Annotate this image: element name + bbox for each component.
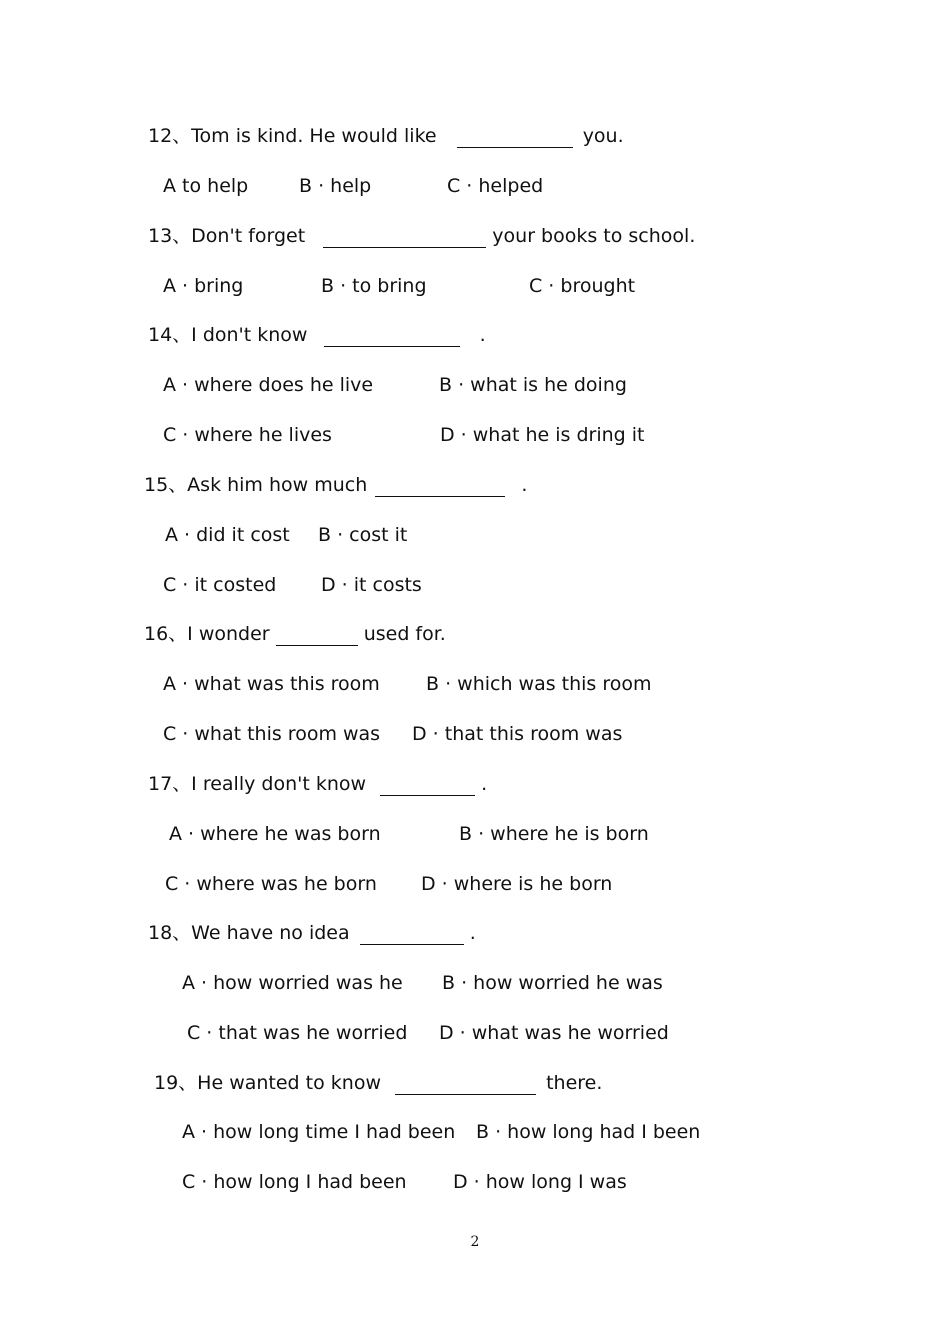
option-b[interactable]: B · help: [299, 175, 372, 197]
option-c[interactable]: C · where was he born: [165, 873, 377, 895]
answer-blank[interactable]: [380, 775, 475, 796]
option-a[interactable]: A to help: [163, 175, 249, 197]
question-18-stem: [148, 921, 476, 945]
question-stem-text: 14、I don't know: [148, 324, 308, 346]
answer-blank[interactable]: [360, 924, 464, 945]
question-stem-text: .: [479, 324, 486, 346]
option-c[interactable]: C · where he lives: [163, 424, 332, 446]
question-14-stem: [148, 323, 486, 347]
option-b[interactable]: B · what is he doing: [439, 374, 627, 396]
question-13-stem: [148, 224, 695, 248]
option-d[interactable]: D · how long I was: [453, 1171, 627, 1193]
answer-blank[interactable]: [324, 326, 460, 347]
question-stem-text: 18、We have no idea: [148, 922, 350, 944]
answer-blank[interactable]: [395, 1074, 536, 1095]
answer-blank[interactable]: [276, 625, 358, 646]
option-c[interactable]: C · it costed: [163, 574, 277, 596]
question-stem-text: 19、He wanted to know: [154, 1072, 381, 1094]
question-stem-text: .: [481, 773, 488, 795]
option-b[interactable]: B · how long had I been: [476, 1121, 701, 1143]
question-stem-text: .: [521, 474, 528, 496]
option-d[interactable]: D · where is he born: [421, 873, 613, 895]
option-a[interactable]: A · bring: [163, 275, 244, 297]
option-a[interactable]: A · where does he live: [163, 374, 374, 396]
option-c[interactable]: C · helped: [447, 175, 544, 197]
option-d[interactable]: D · what was he worried: [439, 1022, 669, 1044]
question-19-stem: [154, 1071, 602, 1095]
question-stem-text: 15、Ask him how much: [144, 474, 368, 496]
option-c[interactable]: C · what this room was: [163, 723, 381, 745]
question-stem-text: there.: [546, 1072, 603, 1094]
question-stem-text: 17、I really don't know: [148, 773, 367, 795]
option-d[interactable]: D · what he is dring it: [440, 424, 645, 446]
option-b[interactable]: B · where he is born: [459, 823, 649, 845]
question-17-stem: [148, 772, 487, 796]
option-b[interactable]: B · to bring: [321, 275, 427, 297]
question-12-stem: [148, 124, 624, 148]
option-b[interactable]: B · which was this room: [426, 673, 652, 695]
question-stem-text: .: [469, 922, 476, 944]
answer-blank[interactable]: [375, 476, 505, 497]
option-a[interactable]: A · what was this room: [163, 673, 380, 695]
question-16-stem: [144, 622, 446, 646]
option-a[interactable]: A · where he was born: [169, 823, 381, 845]
question-stem-text: 12、Tom is kind. He would like: [148, 125, 437, 147]
question-stem-text: 13、Don't forget: [148, 225, 306, 247]
option-c[interactable]: C · that was he worried: [187, 1022, 408, 1044]
option-c[interactable]: C · how long I had been: [182, 1171, 407, 1193]
question-stem-text: used for.: [363, 623, 446, 645]
question-stem-text: 16、I wonder: [144, 623, 270, 645]
question-stem-text: your books to school.: [492, 225, 696, 247]
option-a[interactable]: A · how worried was he: [182, 972, 403, 994]
page-number: 2: [470, 1234, 480, 1250]
option-a[interactable]: A · did it cost: [165, 524, 290, 546]
option-b[interactable]: B · how worried he was: [442, 972, 663, 994]
option-b[interactable]: B · cost it: [318, 524, 408, 546]
option-d[interactable]: D · that this room was: [412, 723, 623, 745]
question-15-stem: [144, 473, 527, 497]
answer-blank[interactable]: [323, 227, 486, 248]
answer-blank[interactable]: [457, 127, 573, 148]
question-stem-text: you.: [582, 125, 624, 147]
option-a[interactable]: A · how long time I had been: [182, 1121, 456, 1143]
option-d[interactable]: D · it costs: [321, 574, 422, 596]
option-c[interactable]: C · brought: [529, 275, 636, 297]
